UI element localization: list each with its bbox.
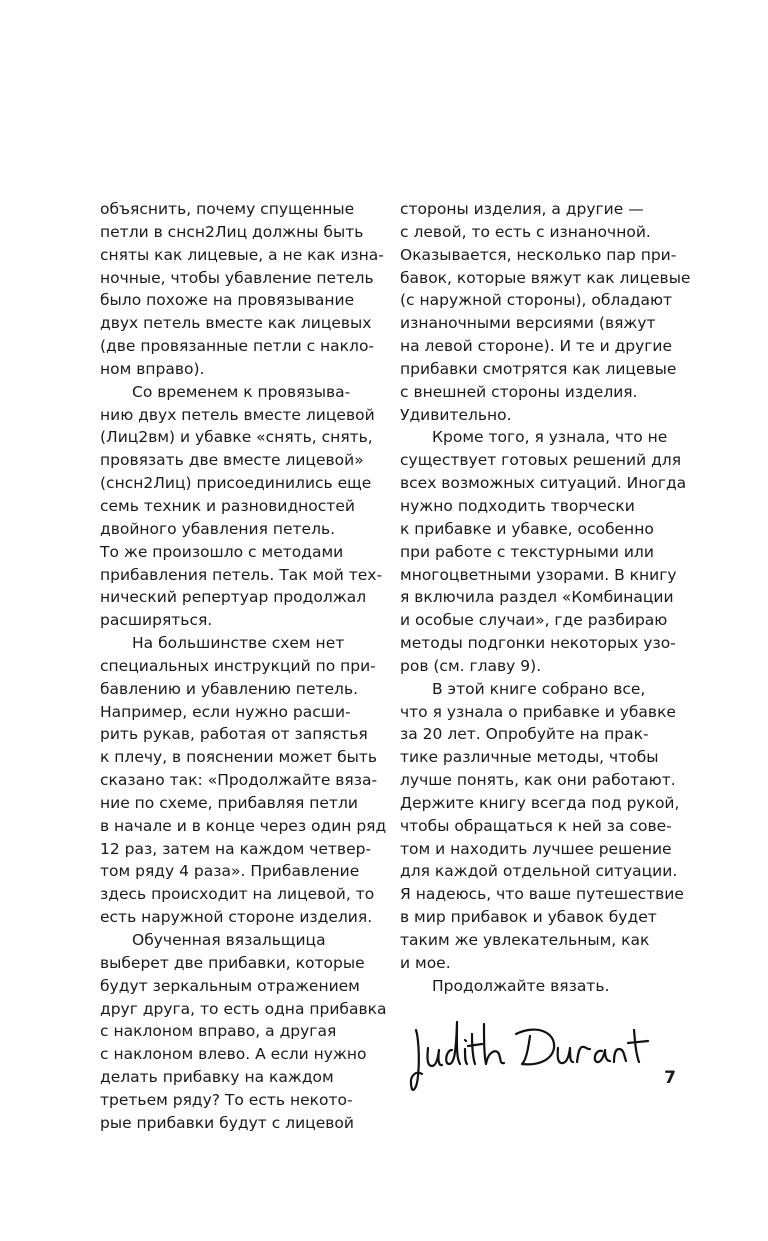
- text-line: двойного убавления петель.: [100, 519, 336, 538]
- text-line: Кроме того, я узнала, что не: [432, 428, 668, 447]
- text-line: с левой, то есть с изнаночной.: [400, 222, 651, 241]
- text-line: и мое.: [400, 953, 451, 972]
- text-line: к плечу, в пояснении может быть: [100, 748, 378, 767]
- text-line: нужно подходить творчески: [400, 496, 635, 515]
- text-line: с наклоном влево. А если нужно: [100, 1045, 367, 1064]
- text-line: существует готовых решений для: [400, 451, 682, 470]
- text-line: петли в снсн2Лиц должны быть: [100, 222, 364, 241]
- text-line: Продолжайте вязать.: [432, 976, 610, 995]
- text-line: Со временем к провязыва-: [132, 382, 351, 401]
- left-text-column: [100, 198, 387, 1135]
- text-line: То же произошло с методами: [100, 542, 344, 561]
- text-line: тике различные методы, чтобы: [400, 748, 659, 767]
- text-line: Я надеюсь, что ваше путешествие: [400, 885, 684, 904]
- text-line: прибавления петель. Так мой тех-: [100, 565, 383, 584]
- text-line: ние по схеме, прибавляя петли: [100, 793, 358, 812]
- text-line: будут зеркальным отражением: [100, 976, 360, 995]
- text-line: выберет две прибавки, которые: [100, 953, 365, 972]
- text-line: (с наружной стороны), обладают: [400, 291, 673, 310]
- text-line: при работе с текстурными или: [400, 542, 654, 561]
- text-line: методы подгонки некоторых узо-: [400, 634, 676, 653]
- text-line: и особые случаи», где разбираю: [400, 611, 668, 630]
- text-line: Обученная вязальщица: [132, 931, 326, 949]
- text-line: чтобы обращаться к ней за сове-: [400, 816, 672, 835]
- text-line: рить рукав, работая от запястья: [100, 725, 368, 744]
- text-line: (Лиц2вм) и убавке «снять, снять,: [100, 428, 373, 447]
- text-line: бавок, которые вяжут как лицевые: [400, 268, 691, 287]
- text-line: ночные, чтобы убавление петель: [100, 268, 374, 287]
- text-line: стороны изделия, а другие —: [400, 200, 644, 218]
- text-line: семь техник и разновидностей: [100, 496, 355, 515]
- text-line: 12 раз, затем на каждом четвер-: [100, 839, 372, 858]
- text-line: изнаночными версиями (вяжут: [400, 314, 656, 333]
- text-line: сняты как лицевые, а не как изна-: [100, 245, 384, 264]
- text-line: с наклоном вправо, а другая: [100, 1022, 337, 1041]
- text-line: здесь происходит на лицевой, то: [100, 885, 375, 904]
- text-line: с внешней стороны изделия.: [400, 382, 638, 401]
- right-text-column: [400, 198, 691, 998]
- text-line: на левой стороне). И те и другие: [400, 337, 673, 356]
- text-line: Например, если нужно расши-: [100, 702, 351, 721]
- text-line: специальных инструкций по при-: [100, 656, 376, 675]
- text-line: рые прибавки будут с лицевой: [100, 1113, 354, 1132]
- text-line: Держите книгу всегда под рукой,: [400, 793, 680, 812]
- text-line: нию двух петель вместе лицевой: [100, 405, 375, 424]
- page-number: 7: [664, 1068, 676, 1088]
- text-line: том ряду 4 раза». Прибавление: [100, 862, 360, 881]
- text-line: расширяться.: [100, 611, 213, 630]
- text-line: объяснить, почему спущенные: [100, 200, 355, 218]
- text-line: я включила раздел «Комбинации: [400, 588, 674, 607]
- text-line: таким же увлекательным, как: [400, 931, 650, 949]
- text-line: Удивительно.: [400, 405, 512, 424]
- text-line: Оказывается, несколько пар при-: [400, 245, 677, 264]
- text-line: есть наружной стороне изделия.: [100, 908, 373, 927]
- text-line: том и находить лучшее решение: [400, 839, 672, 858]
- text-line: многоцветными узорами. В книгу: [400, 565, 677, 584]
- text-line: двух петель вместе как лицевых: [100, 314, 372, 333]
- text-line: нический репертуар продолжал: [100, 588, 367, 607]
- text-line: в начале и в конце через один ряд: [100, 816, 387, 835]
- text-line: На большинстве схем нет: [132, 634, 345, 653]
- text-line: сказано так: «Продолжайте вяза-: [100, 771, 378, 790]
- text-line: (две провязанные петли с накло-: [100, 337, 375, 356]
- text-line: друг друга, то есть одна прибавка: [100, 999, 387, 1018]
- text-line: прибавки смотрятся как лицевые: [400, 359, 677, 378]
- text-line: ров (см. главу 9).: [400, 656, 542, 675]
- author-signature: [408, 1016, 663, 1116]
- text-line: ном вправо).: [100, 359, 205, 378]
- text-line: что я узнала о прибавке и убавке: [400, 702, 676, 721]
- text-line: лучше понять, как они работают.: [400, 771, 676, 790]
- text-line: в мир прибавок и убавок будет: [400, 908, 657, 927]
- text-line: делать прибавку на каждом: [100, 1068, 334, 1087]
- text-line: было похоже на провязывание: [100, 291, 355, 310]
- text-line: всех возможных ситуаций. Иногда: [400, 474, 687, 493]
- text-line: (снсн2Лиц) присоединились еще: [100, 474, 372, 493]
- text-line: В этой книге собрано все,: [432, 679, 646, 698]
- text-line: для каждой отдельной ситуации.: [400, 862, 678, 881]
- text-line: провязать две вместе лицевой»: [100, 451, 364, 470]
- text-line: за 20 лет. Опробуйте на прак-: [400, 725, 649, 744]
- text-line: третьем ряду? То есть некото-: [100, 1090, 353, 1109]
- text-line: бавлению и убавлению петель.: [100, 679, 359, 698]
- text-line: к прибавке и убавке, особенно: [400, 519, 654, 538]
